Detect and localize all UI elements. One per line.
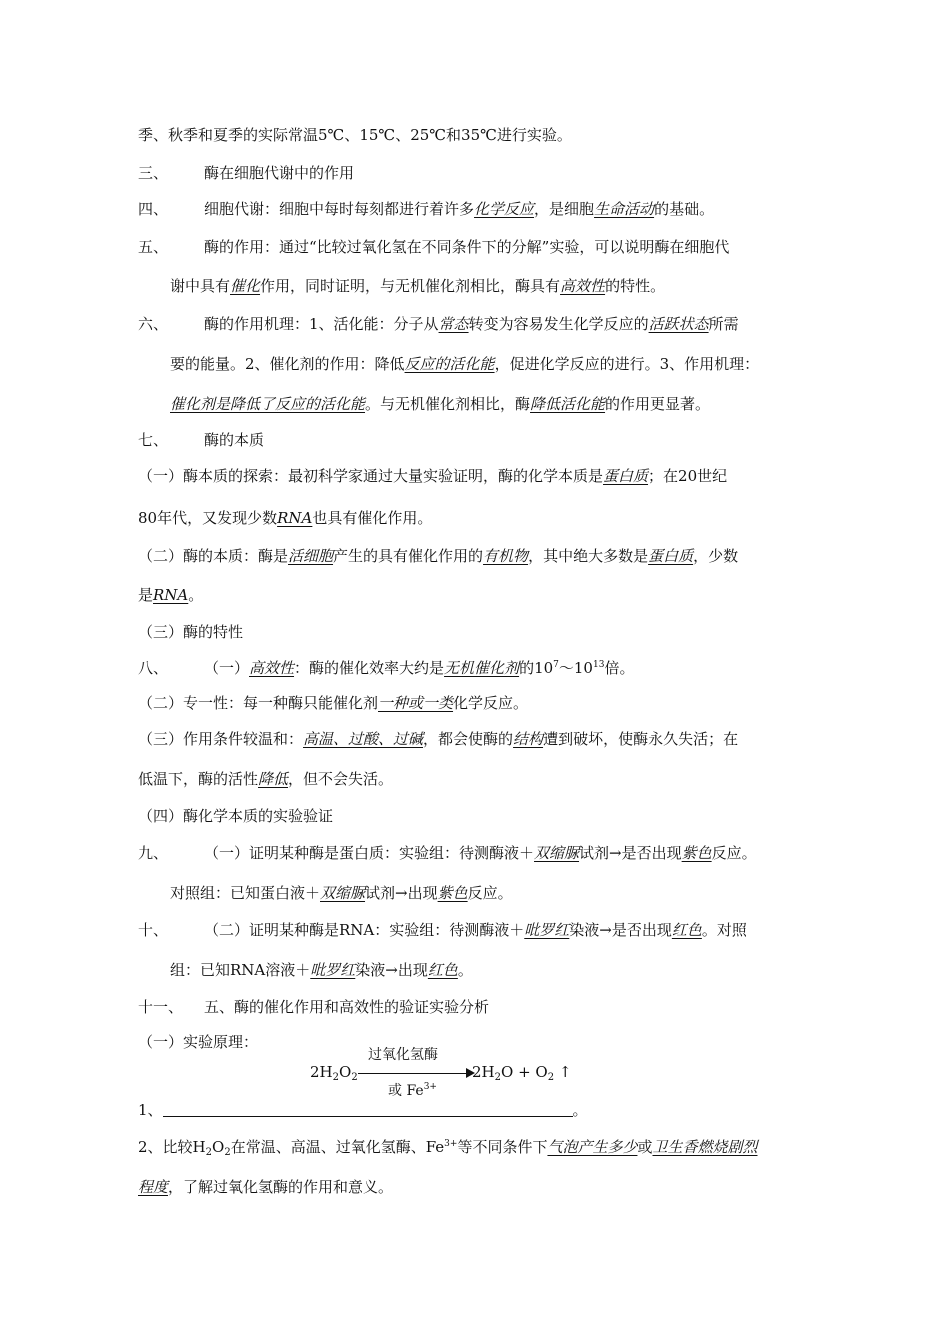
formula-alt-catalyst: 或 $Fe^{3+}$ <box>388 1082 437 1099</box>
text-line: 2、比较$H_2O_2$在常温、高温、过氧化氢酶、$Fe^{3+}$等不同条件下气泡产生多少或卫生香燃烧剧烈 <box>138 1138 758 1158</box>
sub-heading: （四）酶化学本质的实验验证 <box>138 807 334 825</box>
text-line: 四、 细胞代谢：细胞中每时每刻都进行着许多化学反应，是细胞生命活动的基础。 <box>138 200 715 218</box>
sub-heading: （一）实验原理： <box>138 1033 259 1051</box>
text-line: 80年代，又发现少数RNA也具有催化作用。 <box>138 509 433 527</box>
text-line: （二）专一性：每一种酶只能催化剂一种或一类化学反应。 <box>138 694 529 712</box>
text-line: 对照组：已知蛋白液＋双缩脲试剂→出现紫色反应。 <box>170 884 513 902</box>
text-line: 是RNA。 <box>138 586 204 604</box>
fill-blank-line: 1、 。 <box>138 1101 588 1119</box>
text-line: 低温下，酶的活性降低，但不会失活。 <box>138 770 394 788</box>
formula-products: $2H_2O + O_2$ ↑ <box>472 1063 572 1083</box>
reaction-arrow <box>358 1073 470 1074</box>
text-line: 八、 （一）高效性：酶的催化效率大约是无机催化剂的$10^7\sim 10^{13}$倍。 <box>138 659 635 677</box>
text-line: 五、 酶的作用：通过“比较过氧化氢在不同条件下的分解”实验，可以说明酶在细胞代 <box>138 238 730 256</box>
formula-reactant: $2H_2O_2$ <box>310 1063 358 1083</box>
text-line: 九、 （一）证明某种酶是蛋白质：实验组：待测酶液＋双缩脲试剂→是否出现紫色反应。 <box>138 844 757 862</box>
text-line: 六、 酶的作用机理：1、活化能：分子从常态转变为容易发生化学反应的活跃状态所需 <box>138 315 739 333</box>
sub-heading: （三）酶的特性 <box>138 623 244 641</box>
text-line: （三）作用条件较温和：高温、过酸、过碱，都会使酶的结构遭到破坏，使酶永久失活；在 <box>138 730 739 748</box>
text-line: 谢中具有催化作用，同时证明，与无机催化剂相比，酶具有高效性的特性。 <box>170 277 666 295</box>
text-line: 程度，了解过氧化氢酶的作用和意义。 <box>138 1178 394 1196</box>
section-heading: 七、 酶的本质 <box>138 431 265 449</box>
text-line: 要的能量。2、催化剂的作用：降低反应的活化能，促进化学反应的进行。3、作用机理： <box>170 355 760 373</box>
text-line: 十、 （二）证明某种酶是RNA：实验组：待测酶液＋吡罗红染液→是否出现红色。对照 <box>138 921 747 939</box>
text-line: 催化剂是降低了反应的活化能。与无机催化剂相比，酶降低活化能的作用更显著。 <box>170 395 711 413</box>
formula-catalyst-label: 过氧化氢酶 <box>368 1047 438 1063</box>
text-line: （二）酶的本质：酶是活细胞产生的具有催化作用的有机物，其中绝大多数是蛋白质，少数 <box>138 547 739 565</box>
text-line: （一）酶本质的探索：最初科学家通过大量实验证明，酶的化学本质是蛋白质；在20世纪 <box>138 467 728 485</box>
section-heading: 十一、 五、酶的催化作用和高效性的验证实验分析 <box>138 998 490 1016</box>
text-line: 组：已知RNA溶液＋吡罗红染液→出现红色。 <box>170 961 473 979</box>
text-line: 季、秋季和夏季的实际常温5℃、15℃、25℃和35℃进行实验。 <box>138 126 572 144</box>
reaction-formula <box>310 1044 580 1104</box>
answer-blank[interactable] <box>163 1102 573 1117</box>
section-heading: 三、 酶在细胞代谢中的作用 <box>138 164 355 182</box>
